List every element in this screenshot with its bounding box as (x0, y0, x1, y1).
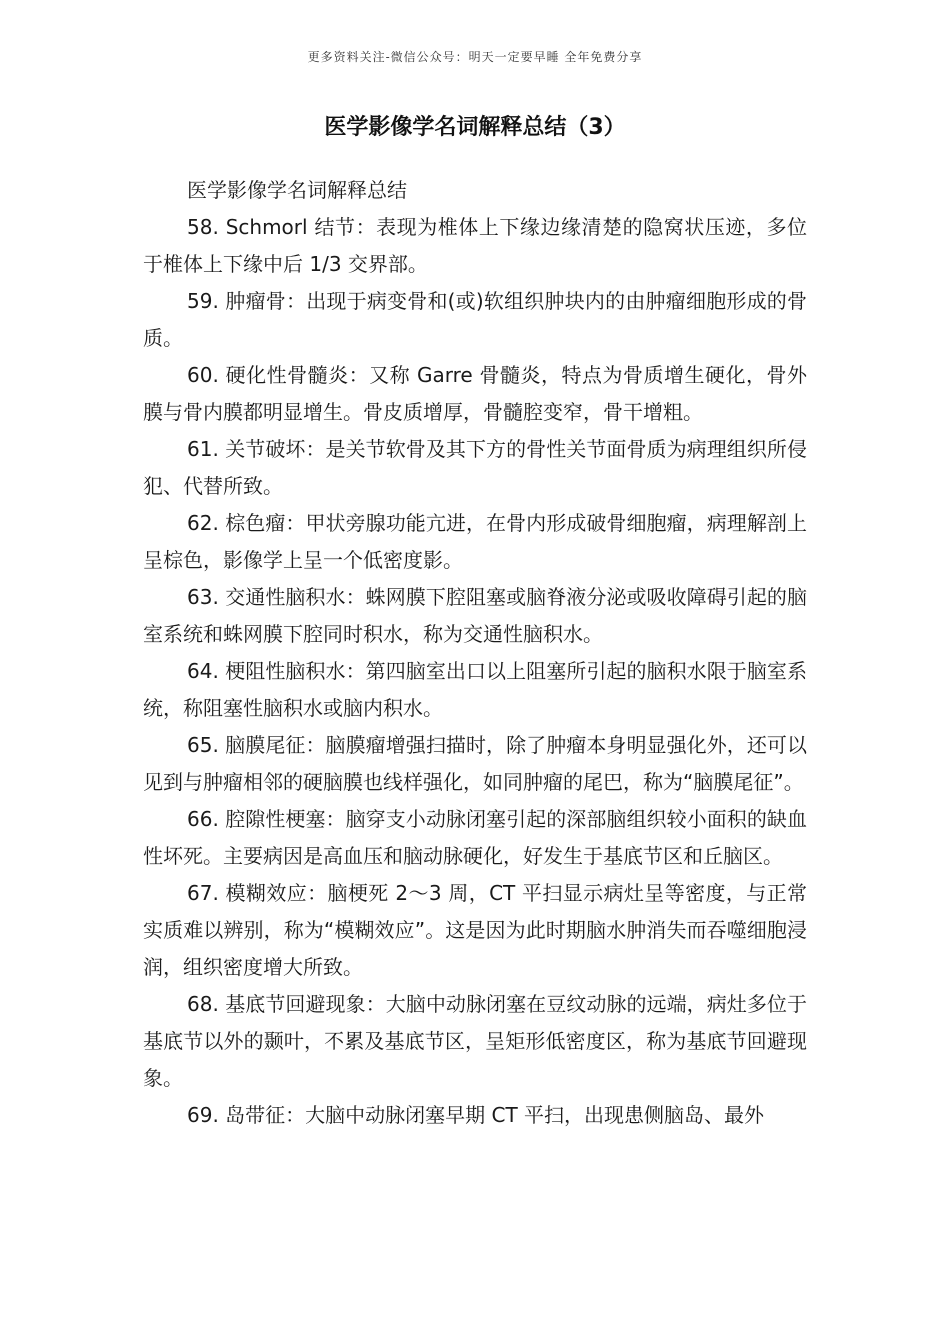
term-paragraph-69: 69. 岛带征：大脑中动脉闭塞早期 CT 平扫，出现患侧脑岛、最外 (187, 1103, 765, 1127)
term-paragraph-65: 65. 脑膜尾征：脑膜瘤增强扫描时，除了肿瘤本身明显强化外，还可以见到与肿瘤相邻的硬脑膜也线样强化，如同肿瘤的尾巴，称为“脑膜尾征”。 (143, 733, 807, 794)
intro-paragraph: 医学影像学名词解释总结 (187, 178, 407, 202)
term-paragraph-63: 63. 交通性脑积水：蛛网膜下腔阻塞或脑脊液分泌或吸收障碍引起的脑室系统和蛛网膜下腔同时积水，称为交通性脑积水。 (143, 585, 807, 646)
document-body (143, 172, 807, 1134)
term-paragraph-64: 64. 梗阻性脑积水：第四脑室出口以上阻塞所引起的脑积水限于脑室系统，称阻塞性脑积水或脑内积水。 (143, 659, 807, 720)
term-paragraph-67: 67. 模糊效应：脑梗死 2～3 周，CT 平扫显示病灶呈等密度，与正常实质难以辨别，称为“模糊效应”。这是因为此时期脑水肿消失而吞噬细胞浸润，组织密度增大所致。 (143, 881, 807, 979)
document-title: 医学影像学名词解释总结（3） (324, 115, 626, 140)
term-paragraph-61: 61. 关节破坏：是关节软骨及其下方的骨性关节面骨质为病理组织所侵犯、代替所致。 (143, 437, 807, 498)
term-paragraph-58: 58. Schmorl 结节：表现为椎体上下缘边缘清楚的隐窝状压迹，多位于椎体上下缘中后 1/3 交界部。 (143, 215, 807, 276)
term-paragraph-59: 59. 肿瘤骨：出现于病变骨和(或)软组织肿块内的由肿瘤细胞形成的骨质。 (143, 289, 807, 350)
term-paragraph-68: 68. 基底节回避现象：大脑中动脉闭塞在豆纹动脉的远端，病灶多位于基底节以外的颞叶，不累及基底节区，呈矩形低密度区，称为基底节回避现象。 (143, 992, 807, 1090)
header-note: 更多资料关注-微信公众号：明天一定要早睡 全年免费分享 (307, 50, 643, 64)
term-paragraph-60: 60. 硬化性骨髓炎：又称 Garre 骨髓炎，特点为骨质增生硬化，骨外膜与骨内膜都明显增生。骨皮质增厚，骨髓腔变窄，骨干增粗。 (143, 363, 807, 424)
term-paragraph-62: 62. 棕色瘤：甲状旁腺功能亢进，在骨内形成破骨细胞瘤，病理解剖上呈棕色，影像学上呈一个低密度影。 (143, 511, 807, 572)
term-paragraph-66: 66. 腔隙性梗塞：脑穿支小动脉闭塞引起的深部脑组织较小面积的缺血性坏死。主要病因是高血压和脑动脉硬化，好发生于基底节区和丘脑区。 (143, 807, 807, 868)
